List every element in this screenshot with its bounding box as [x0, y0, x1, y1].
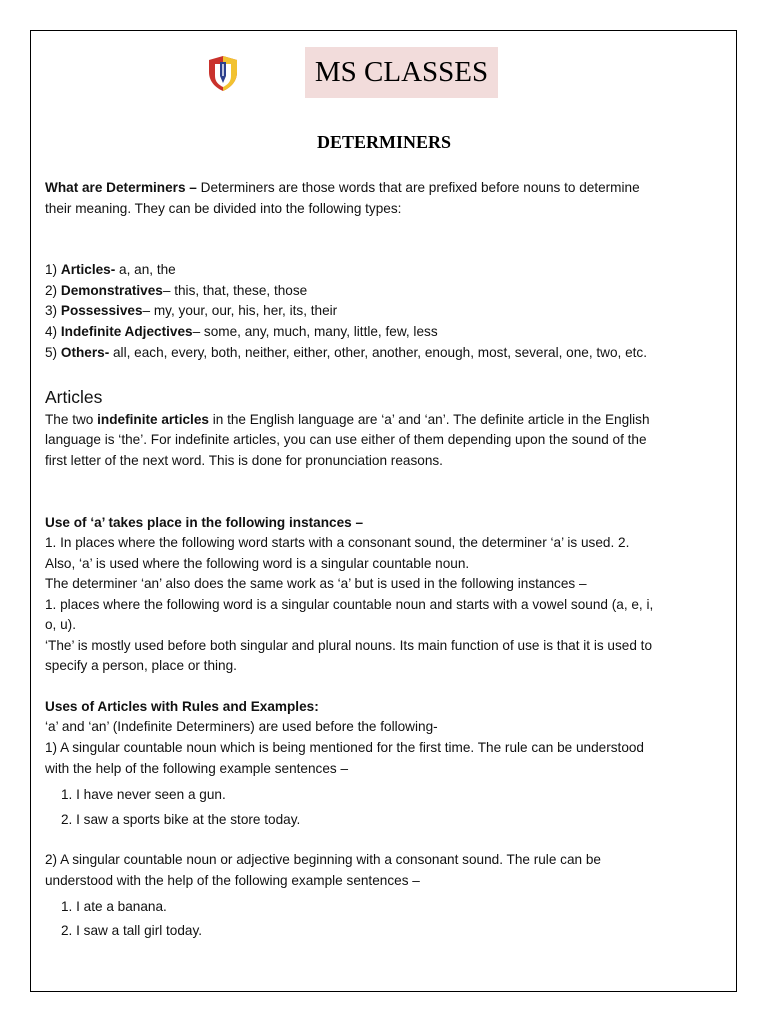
uses-heading: Uses of Articles with Rules and Examples: [45, 699, 319, 714]
use-of-a-line: 1. places where the following word is a singular countable noun and starts with a vowel sound (a, e, i, [45, 597, 654, 612]
list-item [45, 281, 307, 301]
use-of-a-line: Also, ‘a’ is used where the following word is a singular countable noun. [45, 556, 470, 571]
list-item-text: – this, that, these, those [162, 283, 308, 298]
articles-text: The two [45, 412, 98, 427]
example-item: 2. I saw a tall girl today. [61, 923, 203, 938]
use-of-a-line: ‘The’ is mostly used before both singular and plural nouns. Its main function of use is that it is used to [45, 638, 653, 653]
list-item-number: 4) [45, 324, 61, 339]
page-title: DETERMINERS [316, 132, 452, 152]
list-item-text: all, each, every, both, neither, either, other, another, enough, most, several, one, two, etc. [109, 345, 647, 360]
list-item [45, 301, 337, 321]
shield-pen-logo-icon [204, 52, 242, 92]
list-item [45, 322, 438, 342]
use-of-a-line: specify a person, place or thing. [45, 658, 237, 673]
intro-text: Determiners are those words that are prefixed before nouns to determine [196, 180, 640, 195]
rule-2-line-1: 2) A singular countable noun or adjective beginning with a consonant sound. The rule can be [45, 852, 601, 867]
articles-heading: Articles [45, 387, 103, 407]
brand-name: MS CLASSES [305, 47, 498, 98]
example-item: 1. I have never seen a gun. [61, 787, 226, 802]
list-item-label: Possessives [60, 303, 143, 318]
articles-para-line-2: language is ‘the’. For indefinite articles, you can use either of them depending upon the sound of the [45, 432, 647, 447]
list-item-label: Articles- [60, 262, 116, 277]
list-item-number: 3) [45, 303, 61, 318]
use-of-a-line: The determiner ‘an’ also does the same work as ‘a’ but is used in the following instances – [45, 576, 587, 591]
page-border [30, 30, 737, 992]
example-item: 1. I ate a banana. [61, 899, 167, 914]
example-item: 2. I saw a sports bike at the store today. [61, 812, 301, 827]
uses-intro-line: ‘a’ and ‘an’ (Indefinite Determiners) are used before the following- [45, 719, 438, 734]
articles-bold-term: indefinite articles [97, 412, 209, 427]
list-item-number: 5) [45, 345, 61, 360]
list-item-label: Others- [60, 345, 110, 360]
articles-para-line-3: first letter of the next word. This is done for pronunciation reasons. [45, 453, 443, 468]
list-item [45, 260, 176, 280]
list-item-label: Demonstratives [60, 283, 163, 298]
articles-para-line-1 [45, 410, 650, 430]
articles-text: in the English language are ‘a’ and ‘an’. The definite article in the English [208, 412, 650, 427]
list-item-text: – my, your, our, his, her, its, their [142, 303, 338, 318]
intro-line-2: their meaning. They can be divided into the following types: [45, 201, 402, 216]
list-item-label: Indefinite Adjectives [60, 324, 193, 339]
list-item-number: 1) [45, 262, 61, 277]
rule-1-line-2: with the help of the following example sentences – [45, 761, 349, 776]
rule-1-line-1: 1) A singular countable noun which is being mentioned for the first time. The rule can be understood [45, 740, 644, 755]
list-item-text: – some, any, much, many, little, few, less [192, 324, 438, 339]
list-item [45, 343, 647, 363]
list-item-text: a, an, the [115, 262, 176, 277]
intro-label: What are Determiners – [45, 180, 197, 195]
use-of-a-line: 1. In places where the following word starts with a consonant sound, the determiner ‘a’ is used. 2. [45, 535, 630, 550]
rule-2-line-2: understood with the help of the following example sentences – [45, 873, 420, 888]
use-of-a-line: o, u). [45, 617, 76, 632]
list-item-number: 2) [45, 283, 61, 298]
intro-line-1 [45, 178, 640, 198]
use-of-a-heading: Use of ‘a’ takes place in the following instances – [45, 515, 364, 530]
